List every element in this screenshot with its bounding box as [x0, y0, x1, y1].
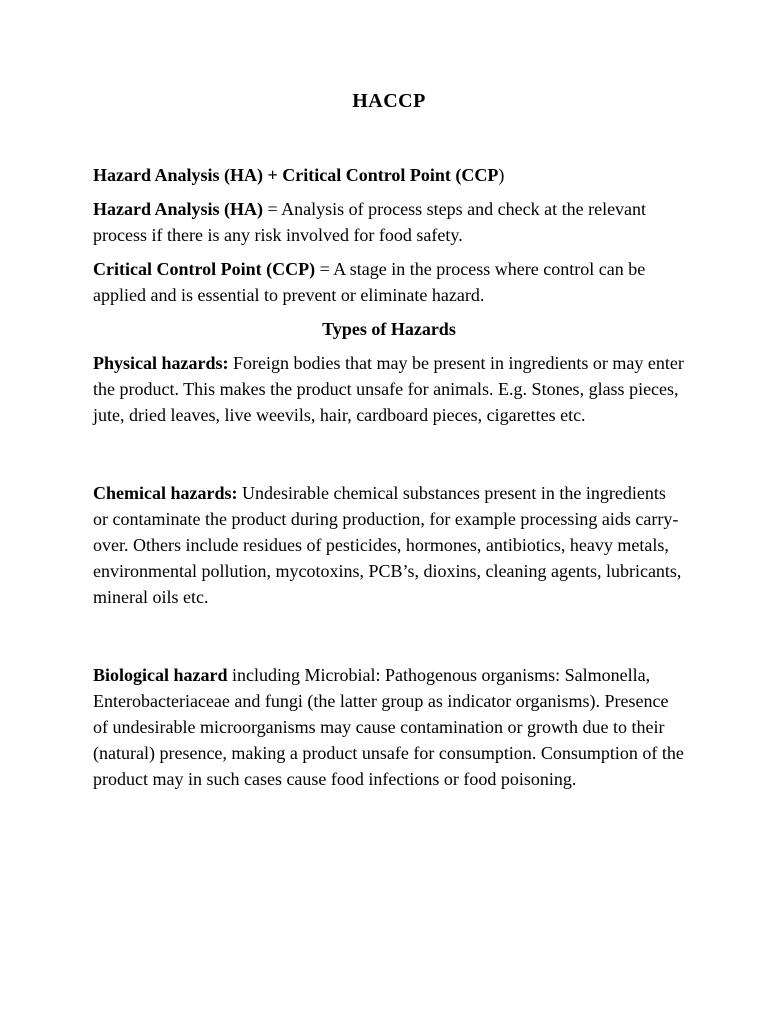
chemical-hazards-text: Undesirable chemical substances present in the ingredients or contaminate the product during production, for example processing aids carry-over. Others include residues of pesticides, hormones, antibiotics, heavy metals, environmental pollution, mycotoxins, PCB’s, dioxins, cleaning agents, lubricants, mineral oils etc. — [93, 483, 682, 607]
critical-control-point-term: Critical Control Point (CCP) — [93, 259, 316, 279]
physical-hazards-term: Physical hazards: — [93, 353, 229, 373]
types-of-hazards-heading: Types of Hazards — [322, 319, 456, 339]
document-page — [93, 88, 685, 800]
biological-hazard-text: including Microbial: Pathogenous organisms: Salmonella, Enterobacteriaceae and fungi (the latter group as indicator organisms). Presence of undesirable microorganisms may cause contamination or growth due to their (natural) presence, making a product unsafe for consumption. Consumption of the product may in such cases cause food infections or food poisoning. — [93, 665, 684, 789]
critical-control-point-text: = A stage in the process where control can be applied and is essential to prevent or eliminate hazard. — [93, 259, 646, 305]
hazard-analysis-term: Hazard Analysis (HA) — [93, 199, 264, 219]
chemical-hazards-term: Chemical hazards: — [93, 483, 238, 503]
chemical-hazards-paragraph — [93, 480, 685, 610]
hazard-analysis-text: = Analysis of process steps and check at the relevant process if there is any risk involved for food safety. — [93, 199, 647, 245]
physical-hazards-paragraph — [93, 350, 685, 428]
biological-hazard-term: Biological hazard — [93, 665, 228, 685]
definition-line-bold: Hazard Analysis (HA) + Critical Control Point (CCP — [93, 165, 499, 185]
hazard-analysis-paragraph — [93, 196, 685, 248]
definition-line-plain: ) — [498, 165, 505, 185]
definition-line — [93, 162, 685, 188]
biological-hazard-paragraph — [93, 662, 685, 792]
physical-hazards-text: Foreign bodies that may be present in ingredients or may enter the product. This makes the product unsafe for animals. E.g. Stones, glass pieces, jute, dried leaves, live weevils, hair, cardboard pieces, cigarettes etc. — [93, 353, 684, 425]
page-title: HACCP — [352, 90, 426, 112]
critical-control-point-paragraph — [93, 256, 685, 308]
